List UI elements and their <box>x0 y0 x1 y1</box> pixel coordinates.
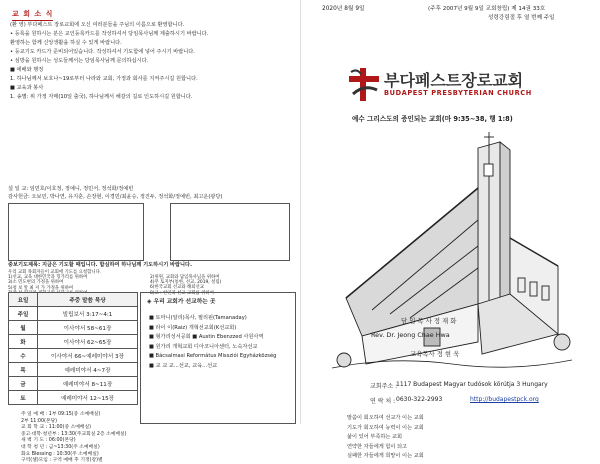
schedule-header-day: 요일 <box>9 293 38 307</box>
schedule-day-cell: 화 <box>9 335 38 349</box>
contact-phone: 0630-322-2993 <box>396 396 443 403</box>
service-line: 교 회 학 교 : 11:00(중 소예배실) <box>21 425 92 431</box>
weekly-scripture-table <box>8 292 138 405</box>
schedule-row <box>9 335 138 349</box>
announcements-title: 교 회 소 식 <box>12 9 53 21</box>
announcement-line: 1. 송별: 위 가정 자매(10일 출국), 하나님께서 해갈의 길로 인도하시길 원합니다. <box>10 94 193 100</box>
mission-line: ■ 토마니(알리)목사, 필리핀(Tamanaday) <box>149 315 247 321</box>
vision-line: 말씀이 회오하여 선교가 이는 교회 <box>347 415 424 421</box>
schedule-day-cell: 주일 <box>9 307 38 321</box>
bulletin-date: 2020년 8월 9일 <box>322 6 365 12</box>
schedule-reading-cell: 이사야서 66~예레미야서 3장 <box>38 349 138 363</box>
service-line: 화요 Blessing : 10:30(주 소예배실) <box>21 451 99 457</box>
schedule-row <box>9 321 138 335</box>
senior-pastor-korean: 담 임 목 사 정 재 화 <box>401 317 457 325</box>
prayer-line: 5)청 보 알 최 저 가 가정을 위하여 <box>8 285 74 291</box>
bulletin-volume: (주후 2007년 9월 9일 교회창립) 제 14권 33호 <box>428 6 546 12</box>
schedule-day-cell: 수 <box>9 349 38 363</box>
prayer-line: 8)교 : 한인과 선교 교회를 위하여 <box>150 290 214 296</box>
vision-line: 삶이 있어 부족하는 교회 <box>347 434 403 440</box>
schedule-day-cell: 월 <box>9 321 38 335</box>
schedule-reading-cell: 빌립보서 3:17~4:1 <box>38 307 138 321</box>
staff-line: 설 일 교: 임민호/이호정, 정예니, 정민서, 정석화/정예빈 <box>8 186 134 192</box>
church-motto: 예수 그리스도의 증인되는 교회(마 9:35~38, 행 1:8) <box>352 115 513 123</box>
address-label: 교회주소 : <box>370 383 398 390</box>
service-line: 새 벽 기 도 : 06:00(본당) <box>21 438 76 444</box>
schedule-row <box>9 377 138 391</box>
liturgical-week: 성령강림절 후 열 번째 주일 <box>488 15 555 21</box>
church-name-english: BUDAPEST PRESBYTERIAN CHURCH <box>384 89 532 97</box>
vision-line: 기도가 회오하여 능력이 이는 교회 <box>347 424 424 431</box>
schedule-header-row <box>9 293 138 307</box>
announcement-line: 1. 하나님께서 보호나~19로부터 나라와 교회, 가정과 회사를 지켜주시길 원합니다. <box>10 76 198 82</box>
staff-line: 감사헌금: 오보민, 박나연, 유지훈, 손장현, 이경민/최윤승, 정진두, 정석화/정예빈, 최고운(광당) <box>8 194 223 200</box>
contact-label: 연 락 처 : <box>370 398 396 405</box>
schedule-reading-cell: 예레미야서 8~11장 <box>38 377 138 391</box>
church-cross-logo-icon <box>347 66 381 102</box>
service-line: 구역(셀)모임 : 구역 예배 후 기정(장)별 <box>21 458 103 464</box>
prayer-line: 6)한국교회 선교와 해외선교 <box>150 285 204 291</box>
schedule-reading-cell: 예레미야서 4~7장 <box>38 363 138 377</box>
schedule-row <box>9 363 138 377</box>
schedule-day-cell: 금 <box>9 377 38 391</box>
mission-box <box>140 292 296 424</box>
church-name: 부다페스트장로교회 <box>384 71 524 90</box>
prayer-line: 2)위원, 교회와 담임목사님을 위하여 <box>150 275 220 280</box>
prayer-note: 중보기도제목: 지금은 기도할 때입니다. 합심하여 하나님께 기도하시기 바랍니다. <box>8 262 193 268</box>
schedule-reading-cell: 예레미야서 12~15장 <box>38 391 138 405</box>
education-pastor: 교육목사 정 현 욱 <box>410 350 460 358</box>
church-address: 1117 Budapest Magyar tudósok körútja 3 Hungary <box>396 381 548 388</box>
announcement-line: 환영하는 함께 신앙생활을 하실 수 있게 바랍니다. <box>10 40 122 46</box>
mission-line: ■ 형가리성서공회 ■ Austin Ebenzzed 사원사역 <box>149 334 264 340</box>
announcement-line: • 등교기도 카드가 준비되어있습니다. 작성하셔서 기도함에 넣어 주시기 바랍니다. <box>10 49 195 55</box>
mission-title: ◈ 우리 교회가 선교하는 곳 <box>147 299 216 305</box>
announcement-line: ■ 에배와 행정 <box>10 67 44 73</box>
church-building-illustration <box>332 128 572 386</box>
church-website-link[interactable]: http://budapestpck.org <box>470 396 539 403</box>
mission-line: ■ 교 교 교...선교, 교육...선교 <box>149 362 218 369</box>
service-line: 2부 11:00(본당) <box>21 418 58 424</box>
schedule-row <box>9 307 138 321</box>
mission-line: ■ 라이 이(Raiz) 개혁선교회(K선교회) <box>149 324 237 331</box>
schedule-reading-cell: 이사야서 62~65장 <box>38 335 138 349</box>
announcement-line: • 등록을 원하시는 분은 교인등록카드를 작성하셔서 당임목사님께 제출하시기 바랍니다. <box>10 31 209 37</box>
schedule-header-reading: 주중 말씀 묵상 <box>38 293 138 307</box>
vision-line: 연약한 자들에게 힘이 되고 <box>347 443 408 450</box>
service-line: 대 학 청 년 : 금~13:30(주 소예배실) <box>21 445 100 450</box>
mission-line: ■ Bácsalmasi Református Missziói Egyházközség <box>149 353 277 359</box>
schedule-row <box>9 391 138 405</box>
schedule-row <box>9 349 138 363</box>
announcement-line: • 심방을 원하시는 성도들께서는 당임목사님께 문의하십시다. <box>10 58 149 64</box>
vision-line: 실패한 자들에게 희망이 이는 교회 <box>347 453 424 459</box>
schedule-reading-cell: 이사야서 58~61장 <box>38 321 138 335</box>
prayer-line: 3)소 민도현의 가정을 위하여 <box>8 280 64 286</box>
service-line: 주 일 예 배 : 1부 09:15(중 소예배실) <box>21 412 101 417</box>
prayer-line: 4)무 토지부(통한, 선교, 2019, 설립) <box>150 280 222 286</box>
prayer-line: 우리 교회 목회자들이 교회에 기도를 요청합니다. <box>8 270 102 275</box>
announcement-line: (환 영) 부다페스트 장로교회에 오신 여러분들을 주님의 이름으로 환영합니다. <box>10 22 185 28</box>
service-line: 중고·대학·청년부 : 13:30(주교회실 2층 소예배실) <box>21 431 127 437</box>
announcement-line: ■ 교육과 봉사 <box>10 85 44 91</box>
schedule-day-cell: 목 <box>9 363 38 377</box>
mission-line: ■ 원가리 개혁교회 디아코니아센터, 노숙자선교 <box>149 343 258 350</box>
prayer-line: 1)선교, 교육 대한민국과 헝가리를 위하여 <box>8 275 88 281</box>
schedule-day-cell: 토 <box>9 391 38 405</box>
senior-pastor-english: Rev. Dr. Jeong Chae Hwa <box>371 331 450 339</box>
